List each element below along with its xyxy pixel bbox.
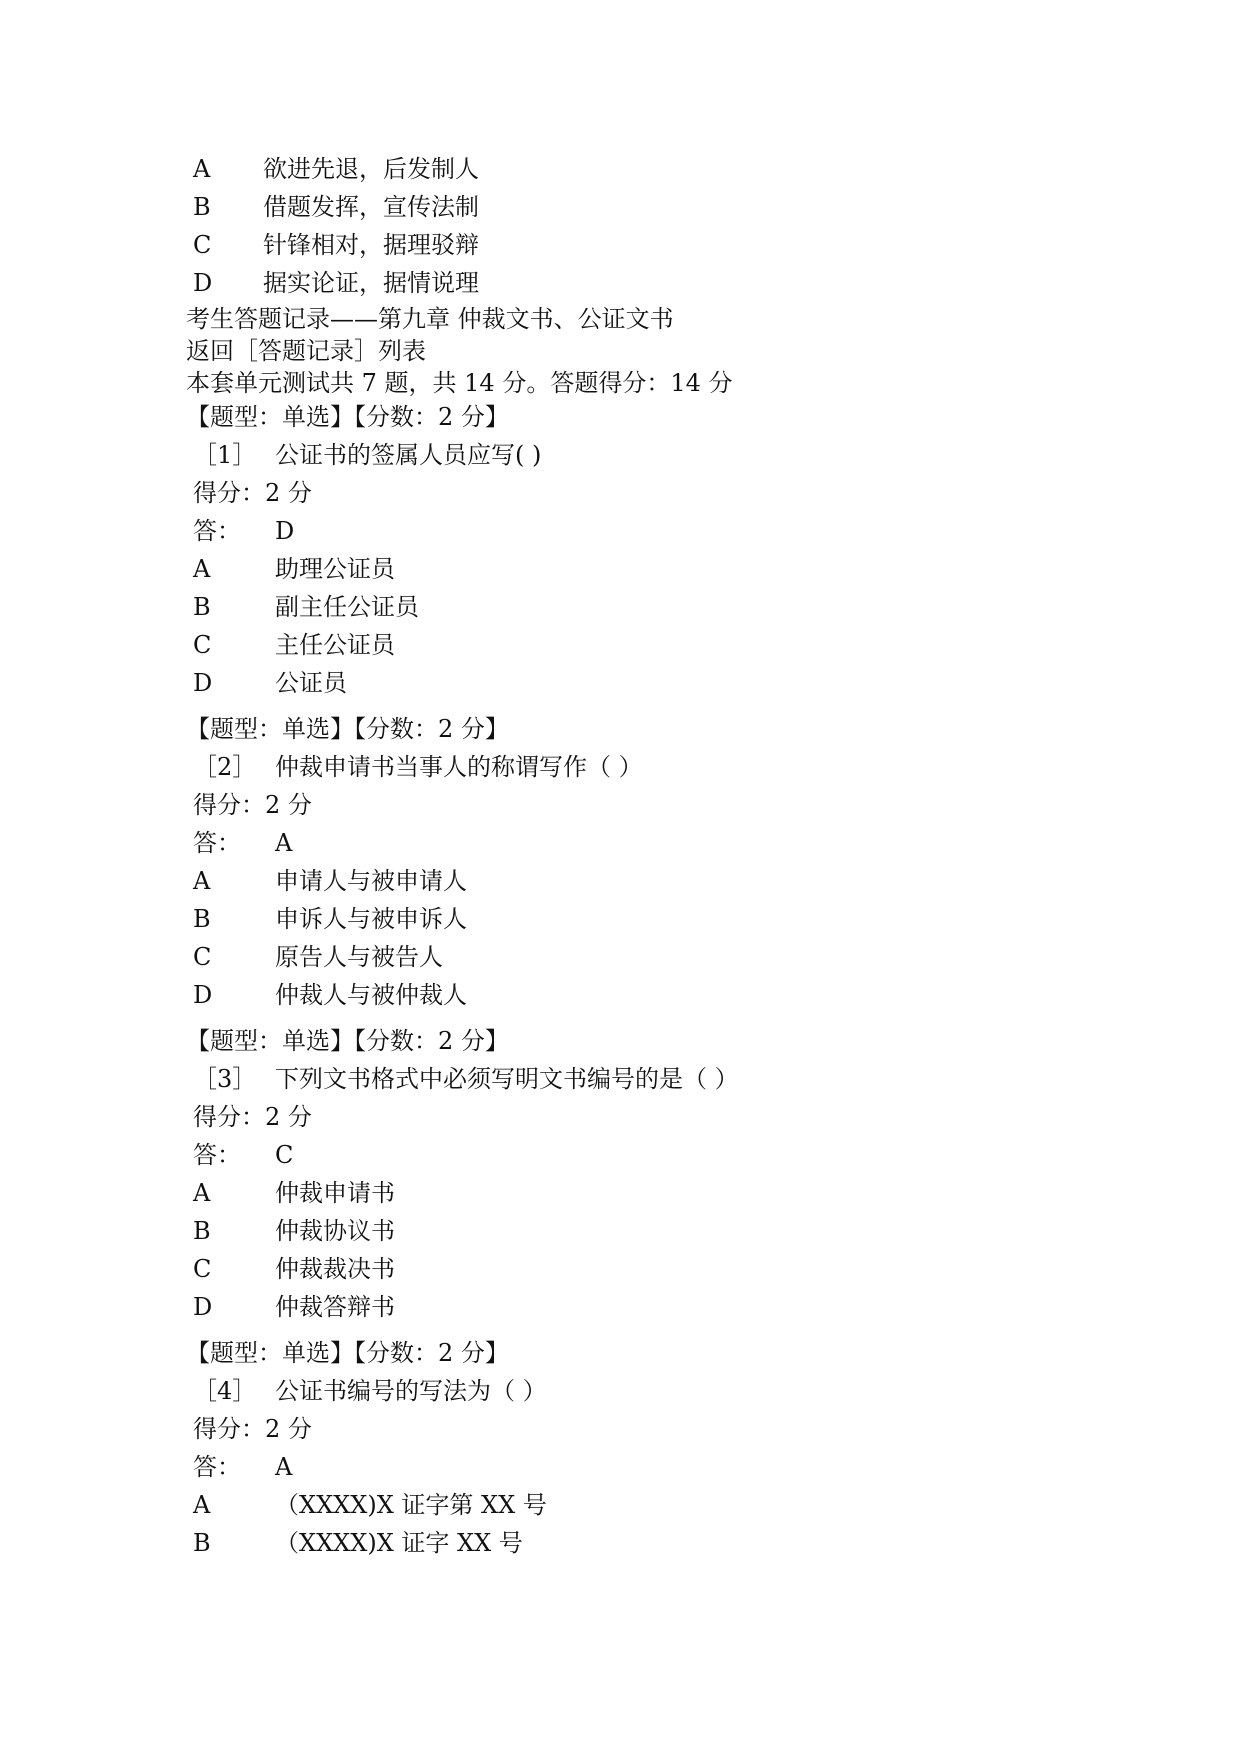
question-stem [193,1064,739,1094]
option-row [193,866,467,896]
option-letter: D [193,669,213,697]
question-score: 得分：2 分 [193,791,312,819]
option-text: 主任公证员 [275,631,395,659]
option-letter: D [193,269,213,297]
option-letter: C [193,231,212,259]
option-letter: C [193,943,212,971]
answer-value: C [275,1141,294,1169]
option-row [193,980,467,1010]
test-summary: 本套单元测试共 7 题，共 14 分。答题得分：14 分 [186,369,733,397]
option-text: 申请人与被申请人 [275,867,467,895]
option-row [193,942,443,972]
option-letter: B [193,593,211,621]
option-text: 申诉人与被申诉人 [275,905,467,933]
option-letter: A [193,1179,211,1207]
question-text: 公证书编号的写法为（ ） [275,1377,547,1405]
option-letter: B [193,905,211,933]
option-text: 据实论证，据情说理 [263,269,479,297]
option-row [193,1490,547,1520]
question-number: ［1］ [193,441,257,469]
question-score: 得分：2 分 [193,1415,312,1443]
option-text: 副主任公证员 [275,593,419,621]
question-type-line: 【题型：单选】【分数：2 分】 [186,715,509,743]
question-answer [193,1452,292,1482]
option-letter: C [193,631,212,659]
answer-value: A [275,829,293,857]
option-text: 仲裁申请书 [275,1179,395,1207]
option-text: 仲裁协议书 [275,1217,395,1245]
question-text: 公证书的签属人员应写( ) [275,441,542,469]
question-text: 下列文书格式中必须写明文书编号的是（ ） [275,1065,739,1093]
option-text: 助理公证员 [275,555,395,583]
answer-label: 答： [193,1453,241,1481]
answer-value: A [275,1453,293,1481]
option-text: 仲裁人与被仲裁人 [275,981,467,1009]
question-number: ［2］ [193,753,257,781]
option-row [193,154,479,184]
option-row [193,1254,395,1284]
option-row [193,1216,395,1246]
question-score: 得分：2 分 [193,479,312,507]
question-type-line: 【题型：单选】【分数：2 分】 [186,1027,509,1055]
record-title: 考生答题记录——第九章 仲裁文书、公证文书 [186,305,674,333]
option-letter: D [193,981,213,1009]
option-row [193,192,479,222]
option-letter: A [193,867,211,895]
answer-label: 答： [193,517,241,545]
option-row [193,230,479,260]
option-letter: A [193,155,211,183]
option-letter: A [193,1491,211,1519]
option-row [193,1292,395,1322]
option-row [193,554,395,584]
option-text: （XXXX)X 证字第 XX 号 [275,1491,547,1519]
option-row [193,268,479,298]
question-score: 得分：2 分 [193,1103,312,1131]
option-text: 欲进先退，后发制人 [263,155,479,183]
question-stem [193,752,643,782]
question-number: ［4］ [193,1377,257,1405]
back-to-list-link[interactable]: 返回［答题记录］列表 [186,337,426,365]
option-text: 公证员 [275,669,347,697]
option-row [193,904,467,934]
option-letter: C [193,1255,212,1283]
answer-label: 答： [193,829,241,857]
answer-value: D [275,517,295,545]
option-row [193,630,395,660]
question-text: 仲裁申请书当事人的称谓写作（ ） [275,753,643,781]
option-row [193,1528,523,1558]
option-row [193,1178,395,1208]
question-answer [193,516,294,546]
option-text: 借题发挥，宣传法制 [263,193,479,221]
option-letter: B [193,193,211,221]
option-row [193,592,419,622]
option-text: （XXXX)X 证字 XX 号 [275,1529,523,1557]
option-row [193,668,347,698]
question-answer [193,828,292,858]
question-type-line: 【题型：单选】【分数：2 分】 [186,1339,509,1367]
question-number: ［3］ [193,1065,257,1093]
option-letter: D [193,1293,213,1321]
option-text: 原告人与被告人 [275,943,443,971]
option-letter: A [193,555,211,583]
question-stem [193,1376,547,1406]
option-letter: B [193,1529,211,1557]
question-stem [193,440,541,470]
option-text: 针锋相对，据理驳辩 [263,231,479,259]
question-type-line: 【题型：单选】【分数：2 分】 [186,403,509,431]
question-answer [193,1140,293,1170]
answer-label: 答： [193,1141,241,1169]
option-text: 仲裁裁决书 [275,1255,395,1283]
option-letter: B [193,1217,211,1245]
option-text: 仲裁答辩书 [275,1293,395,1321]
